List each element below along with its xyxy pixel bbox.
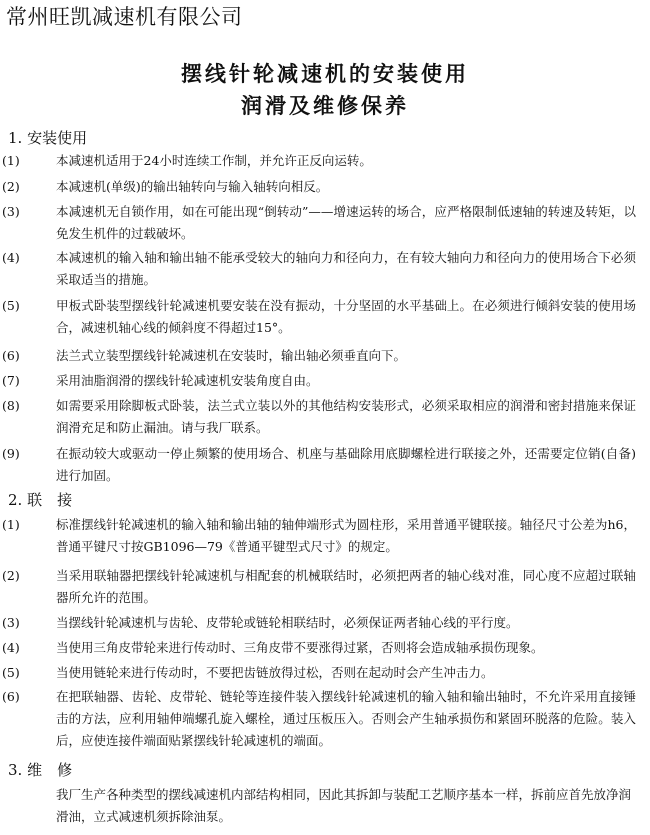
- item-text: 本减速机(单级)的输出轴转向与输入轴转向相反。: [56, 179, 329, 194]
- document-title-line-1: 摆线针轮减速机的安装使用: [181, 62, 469, 86]
- item-number: (6): [2, 348, 20, 363]
- item-number: (2): [2, 568, 20, 583]
- item-number: (6): [2, 689, 20, 704]
- item-number: (7): [2, 373, 20, 388]
- item-text: 当使用链轮来进行传动时，不要把齿链放得过松，否则在起动时会产生冲击力。: [56, 665, 494, 680]
- item-number: (3): [2, 204, 20, 219]
- item-text: 当使用三角皮带轮来进行传动时、三角皮带不要涨得过紧，否则将会造成轴承损伤现象。: [56, 640, 544, 655]
- item-text: 采用油脂润滑的摆线针轮减速机安装角度自由。: [56, 373, 319, 388]
- item-text: 当采用联轴器把摆线针轮减速机与相配套的机械联结时，必须把两者的轴心线对准，同心度不应超过联轴器所允许的范围。: [56, 568, 636, 605]
- item-text: 甲板式卧装型摆线针轮减速机要安装在没有振动，十分坚固的水平基础上。在必须进行倾斜安装的使用场合，减速机轴心线的倾斜度不得超过15°。: [56, 298, 636, 335]
- item-number: (1): [2, 153, 20, 168]
- item-text: 本减速机无自锁作用，如在可能出现“倒转动”——增速运转的场合，应严格限制低速轴的转速及转矩，以免发生机件的过载破坏。: [56, 204, 636, 241]
- item-text: 标准摆线针轮减速机的输入轴和输出轴的轴伸端形式为圆柱形，采用普通平键联接。轴径尺寸公差为h6，普通平键尺寸按GB1096—79《普通平键型式尺寸》的规定。: [56, 517, 636, 554]
- item-number: (2): [2, 179, 20, 194]
- item-number: (9): [2, 446, 20, 461]
- item-number: (3): [2, 615, 20, 630]
- document-title-line-2: 润滑及维修保养: [241, 94, 409, 118]
- item-text: 在把联轴器、齿轮、皮带轮、链轮等连接件装入摆线针轮减速机的输入轴和输出轴时，不允许采用直接锤击的方法，应利用轴伸端螺孔旋入螺栓，通过压板压入。否则会产生轴承损伤和紧固环脱落的危险。装入后，应使连接件端面贴紧摆线针轮减速机的端面。: [56, 689, 636, 748]
- item-number: (8): [2, 398, 20, 413]
- item-number: (5): [2, 298, 20, 313]
- section-heading-installation: 1. 安装使用: [8, 129, 88, 147]
- item-text: 本减速机的输入轴和输出轴不能承受较大的轴向力和径向力，在有较大轴向力和径向力的使用场合下必须采取适当的措施。: [56, 250, 636, 287]
- section-heading-connection: 2. 联 接: [8, 491, 73, 509]
- item-text: 法兰式立装型摆线针轮减速机在安装时，输出轴必须垂直向下。: [56, 348, 407, 363]
- item-number: (4): [2, 640, 20, 655]
- company-name: 常州旺凯减速机有限公司: [6, 5, 243, 29]
- item-number: (5): [2, 665, 20, 680]
- maintenance-paragraph: 我厂生产各种类型的摆线减速机内部结构相同，因此其拆卸与装配工艺顺序基本一样，拆前应首先放净润滑油，立式减速机须拆除油泵。: [56, 787, 632, 824]
- section-heading-maintenance: 3. 维 修: [8, 761, 73, 779]
- item-number: (4): [2, 250, 20, 265]
- item-text: 在振动较大或驱动一停止频繁的使用场合、机座与基础除用底脚螺栓进行联接之外，还需要定位销(自备)进行加固。: [56, 446, 636, 483]
- item-text: 如需要采用除脚板式卧装，法兰式立装以外的其他结构安装形式，必须采取相应的润滑和密封措施来保证润滑充足和防止漏油。请与我厂联系。: [56, 398, 636, 435]
- item-text: 本减速机适用于24小时连续工作制，并允许正反向运转。: [56, 153, 372, 168]
- item-text: 当摆线针轮减速机与齿轮、皮带轮或链轮相联结时，必须保证两者轴心线的平行度。: [56, 615, 519, 630]
- item-number: (1): [2, 517, 20, 532]
